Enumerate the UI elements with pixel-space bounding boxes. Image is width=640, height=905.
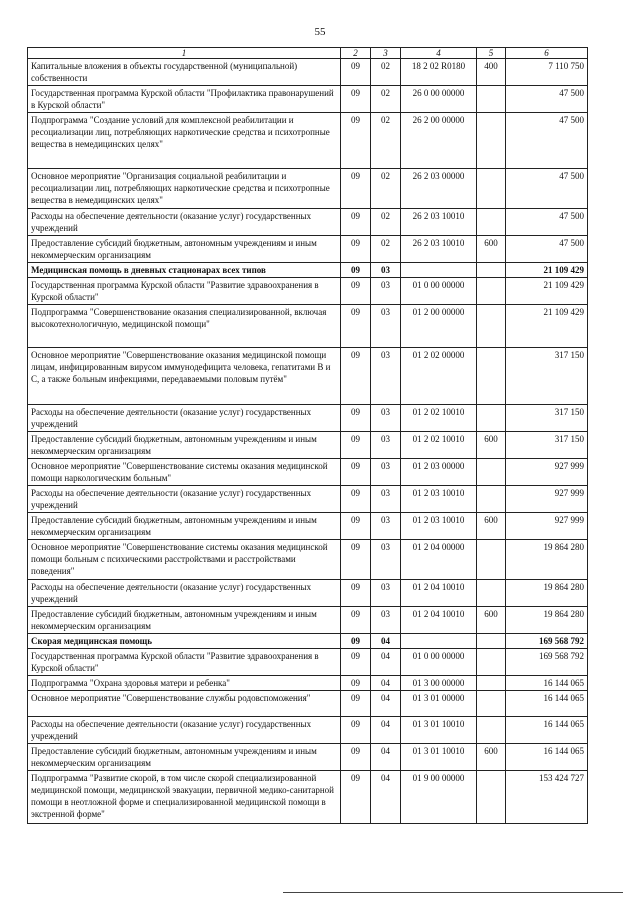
bottom-rule (283, 892, 623, 893)
row-name-cell: Медицинская помощь в дневных стационарах всех типов (28, 263, 341, 278)
row-section-cell: 09 (341, 236, 371, 263)
row-target-article-cell: 01 3 01 00000 (401, 691, 477, 717)
row-sum-cell: 47 500 (506, 209, 588, 236)
table-row (28, 432, 588, 459)
row-subsection-cell: 02 (371, 86, 401, 113)
budget-table (27, 47, 588, 824)
row-sum-cell: 7 110 750 (506, 59, 588, 86)
row-subsection-cell: 02 (371, 113, 401, 169)
row-expense-type-cell (477, 649, 506, 676)
row-expense-type-cell (477, 634, 506, 649)
row-name-cell: Расходы на обеспечение деятельности (оказание услуг) государственных учреждений (28, 717, 341, 744)
table-row (28, 459, 588, 486)
row-section-cell: 09 (341, 459, 371, 486)
page-number: 55 (314, 26, 326, 38)
row-subsection-cell: 03 (371, 263, 401, 278)
table-row (28, 607, 588, 634)
row-target-article-cell: 01 2 03 10010 (401, 486, 477, 513)
row-name-cell: Предоставление субсидий бюджетным, автономным учреждениям и иным некоммерческим организациям (28, 607, 341, 634)
row-sum-cell: 317 150 (506, 348, 588, 405)
table-row (28, 348, 588, 405)
table-row (28, 691, 588, 717)
row-target-article-cell: 01 0 00 00000 (401, 649, 477, 676)
row-sum-cell: 21 109 429 (506, 263, 588, 278)
row-section-cell: 09 (341, 486, 371, 513)
row-target-article-cell: 26 2 03 10010 (401, 209, 477, 236)
row-section-cell: 09 (341, 691, 371, 717)
row-target-article-cell: 01 3 01 10010 (401, 717, 477, 744)
row-section-cell: 09 (341, 540, 371, 580)
row-section-cell: 09 (341, 348, 371, 405)
table-row (28, 305, 588, 348)
row-sum-cell: 927 999 (506, 513, 588, 540)
row-sum-cell: 47 500 (506, 86, 588, 113)
table-row (28, 486, 588, 513)
row-section-cell: 09 (341, 209, 371, 236)
row-section-cell: 09 (341, 771, 371, 824)
row-section-cell: 09 (341, 169, 371, 209)
row-subsection-cell: 03 (371, 432, 401, 459)
row-section-cell: 09 (341, 113, 371, 169)
header-col-subsection: 3 (371, 48, 401, 59)
row-expense-type-cell: 600 (477, 607, 506, 634)
row-sum-cell: 19 864 280 (506, 580, 588, 607)
row-section-cell: 09 (341, 432, 371, 459)
row-name-cell: Предоставление субсидий бюджетным, автономным учреждениям и иным некоммерческим организациям (28, 236, 341, 263)
row-subsection-cell: 03 (371, 607, 401, 634)
row-expense-type-cell: 600 (477, 513, 506, 540)
table-row (28, 744, 588, 771)
row-expense-type-cell (477, 717, 506, 744)
row-target-article-cell: 01 2 02 00000 (401, 348, 477, 405)
row-expense-type-cell (477, 169, 506, 209)
row-target-article-cell: 26 2 00 00000 (401, 113, 477, 169)
table-row (28, 169, 588, 209)
row-subsection-cell: 04 (371, 634, 401, 649)
row-sum-cell: 47 500 (506, 113, 588, 169)
table-row (28, 676, 588, 691)
row-section-cell: 09 (341, 649, 371, 676)
row-target-article-cell: 26 0 00 00000 (401, 86, 477, 113)
table-row (28, 405, 588, 432)
row-section-cell: 09 (341, 263, 371, 278)
row-name-cell: Подпрограмма "Охрана здоровья матери и ребенка" (28, 676, 341, 691)
row-target-article-cell: 18 2 02 R0180 (401, 59, 477, 86)
row-expense-type-cell (477, 691, 506, 717)
row-name-cell: Расходы на обеспечение деятельности (оказание услуг) государственных учреждений (28, 209, 341, 236)
row-sum-cell: 317 150 (506, 405, 588, 432)
row-subsection-cell: 03 (371, 459, 401, 486)
row-name-cell: Основное мероприятие "Совершенствование оказания медицинской помощи лицам, инфицированным вирусом иммунодефицита человека, гепатитами В и С, а также больным инфекциями, передаваемыми половым путём" (28, 348, 341, 405)
row-name-cell: Государственная программа Курской области "Профилактика правонарушений в Курской области" (28, 86, 341, 113)
row-section-cell: 09 (341, 607, 371, 634)
row-sum-cell: 16 144 065 (506, 676, 588, 691)
row-subsection-cell: 03 (371, 580, 401, 607)
table-row (28, 649, 588, 676)
row-name-cell: Капитальные вложения в объекты государственной (муниципальной) собственности (28, 59, 341, 86)
row-section-cell: 09 (341, 717, 371, 744)
row-subsection-cell: 02 (371, 59, 401, 86)
row-section-cell: 09 (341, 634, 371, 649)
row-name-cell: Подпрограмма "Развитие скорой, в том числе скорой специализированной медицинской помощи, медицинской эвакуации, первичной медико-санитарной помощи в неотложной форме и специализированной медицинской помощи в экстренной форме" (28, 771, 341, 824)
row-sum-cell: 16 144 065 (506, 717, 588, 744)
row-sum-cell: 19 864 280 (506, 607, 588, 634)
row-target-article-cell: 01 2 03 10010 (401, 513, 477, 540)
row-sum-cell: 19 864 280 (506, 540, 588, 580)
row-name-cell: Скорая медицинская помощь (28, 634, 341, 649)
row-expense-type-cell: 600 (477, 236, 506, 263)
table-row (28, 717, 588, 744)
row-sum-cell: 21 109 429 (506, 278, 588, 305)
row-name-cell: Предоставление субсидий бюджетным, автономным учреждениям и иным некоммерческим организациям (28, 744, 341, 771)
table-row (28, 771, 588, 824)
row-subsection-cell: 04 (371, 676, 401, 691)
row-expense-type-cell (477, 459, 506, 486)
row-expense-type-cell: 600 (477, 744, 506, 771)
row-target-article-cell: 01 9 00 00000 (401, 771, 477, 824)
row-target-article-cell: 01 3 01 10010 (401, 744, 477, 771)
row-expense-type-cell (477, 86, 506, 113)
row-section-cell: 09 (341, 86, 371, 113)
row-target-article-cell (401, 263, 477, 278)
row-name-cell: Расходы на обеспечение деятельности (оказание услуг) государственных учреждений (28, 405, 341, 432)
row-section-cell: 09 (341, 513, 371, 540)
row-expense-type-cell (477, 580, 506, 607)
table-row (28, 540, 588, 580)
table-row (28, 113, 588, 169)
row-section-cell: 09 (341, 305, 371, 348)
row-sum-cell: 927 999 (506, 459, 588, 486)
row-name-cell: Основное мероприятие "Совершенствование службы родовспоможения" (28, 691, 341, 717)
table-row (28, 209, 588, 236)
header-col-target-article: 4 (401, 48, 477, 59)
row-subsection-cell: 03 (371, 305, 401, 348)
row-expense-type-cell (477, 771, 506, 824)
row-subsection-cell: 03 (371, 540, 401, 580)
row-section-cell: 09 (341, 59, 371, 86)
row-target-article-cell: 01 3 00 00000 (401, 676, 477, 691)
row-expense-type-cell (477, 278, 506, 305)
row-section-cell: 09 (341, 744, 371, 771)
row-subsection-cell: 04 (371, 717, 401, 744)
row-sum-cell: 169 568 792 (506, 634, 588, 649)
row-name-cell: Государственная программа Курской области "Развитие здравоохранения в Курской области" (28, 649, 341, 676)
row-subsection-cell: 03 (371, 486, 401, 513)
row-sum-cell: 47 500 (506, 236, 588, 263)
row-sum-cell: 317 150 (506, 432, 588, 459)
row-name-cell: Основное мероприятие "Совершенствование системы оказания медицинской помощи наркологическим больным" (28, 459, 341, 486)
row-target-article-cell: 26 2 03 00000 (401, 169, 477, 209)
row-expense-type-cell (477, 540, 506, 580)
table-row (28, 236, 588, 263)
row-target-article-cell: 01 2 02 10010 (401, 432, 477, 459)
row-subsection-cell: 03 (371, 348, 401, 405)
row-subsection-cell: 04 (371, 771, 401, 824)
header-col-name: 1 (28, 48, 341, 59)
row-expense-type-cell (477, 263, 506, 278)
row-target-article-cell: 01 2 02 10010 (401, 405, 477, 432)
row-expense-type-cell: 600 (477, 432, 506, 459)
row-expense-type-cell: 400 (477, 59, 506, 86)
header-col-expense-type: 5 (477, 48, 506, 59)
table-row-section-total (28, 634, 588, 649)
row-expense-type-cell (477, 486, 506, 513)
row-name-cell: Государственная программа Курской области "Развитие здравоохранения в Курской области" (28, 278, 341, 305)
row-name-cell: Расходы на обеспечение деятельности (оказание услуг) государственных учреждений (28, 580, 341, 607)
row-name-cell: Предоставление субсидий бюджетным, автономным учреждениям и иным некоммерческим организациям (28, 513, 341, 540)
row-subsection-cell: 02 (371, 209, 401, 236)
row-subsection-cell: 04 (371, 649, 401, 676)
row-subsection-cell: 02 (371, 169, 401, 209)
row-name-cell: Предоставление субсидий бюджетным, автономным учреждениям и иным некоммерческим организациям (28, 432, 341, 459)
row-sum-cell: 927 999 (506, 486, 588, 513)
row-expense-type-cell (477, 676, 506, 691)
row-section-cell: 09 (341, 676, 371, 691)
row-target-article-cell (401, 634, 477, 649)
row-subsection-cell: 04 (371, 691, 401, 717)
row-sum-cell: 169 568 792 (506, 649, 588, 676)
row-target-article-cell: 01 2 04 10010 (401, 607, 477, 634)
row-expense-type-cell (477, 209, 506, 236)
row-section-cell: 09 (341, 405, 371, 432)
row-section-cell: 09 (341, 580, 371, 607)
row-target-article-cell: 01 2 04 10010 (401, 580, 477, 607)
row-expense-type-cell (477, 113, 506, 169)
row-name-cell: Основное мероприятие "Совершенствование системы оказания медицинской помощи больным с психическими расстройствами и расстройствами поведения" (28, 540, 341, 580)
table-header-row (28, 48, 588, 59)
table-row-section-total (28, 263, 588, 278)
row-subsection-cell: 02 (371, 236, 401, 263)
row-subsection-cell: 03 (371, 405, 401, 432)
table-row (28, 278, 588, 305)
row-sum-cell: 21 109 429 (506, 305, 588, 348)
header-col-sum: 6 (506, 48, 588, 59)
row-subsection-cell: 03 (371, 513, 401, 540)
row-sum-cell: 153 424 727 (506, 771, 588, 824)
row-target-article-cell: 01 2 03 00000 (401, 459, 477, 486)
row-expense-type-cell (477, 405, 506, 432)
table-row (28, 513, 588, 540)
table-row (28, 580, 588, 607)
row-name-cell: Расходы на обеспечение деятельности (оказание услуг) государственных учреждений (28, 486, 341, 513)
row-name-cell: Подпрограмма "Совершенствование оказания специализированной, включая высокотехнологичную, медицинской помощи" (28, 305, 341, 348)
row-subsection-cell: 04 (371, 744, 401, 771)
table-row (28, 59, 588, 86)
row-name-cell: Подпрограмма "Создание условий для комплексной реабилитации и ресоциализации лиц, потребляющих наркотические средства и психотропные вещества в немедицинских целях" (28, 113, 341, 169)
row-target-article-cell: 01 0 00 00000 (401, 278, 477, 305)
row-expense-type-cell (477, 348, 506, 405)
row-target-article-cell: 01 2 04 00000 (401, 540, 477, 580)
row-name-cell: Основное мероприятие "Организация социальной реабилитации и ресоциализации лиц, потребляющих наркотические средства и психотропные вещества в немедицинских целях" (28, 169, 341, 209)
row-sum-cell: 16 144 065 (506, 691, 588, 717)
row-target-article-cell: 26 2 03 10010 (401, 236, 477, 263)
row-target-article-cell: 01 2 00 00000 (401, 305, 477, 348)
table-row (28, 86, 588, 113)
row-sum-cell: 47 500 (506, 169, 588, 209)
row-sum-cell: 16 144 065 (506, 744, 588, 771)
row-subsection-cell: 03 (371, 278, 401, 305)
row-expense-type-cell (477, 305, 506, 348)
header-col-section: 2 (341, 48, 371, 59)
row-section-cell: 09 (341, 278, 371, 305)
